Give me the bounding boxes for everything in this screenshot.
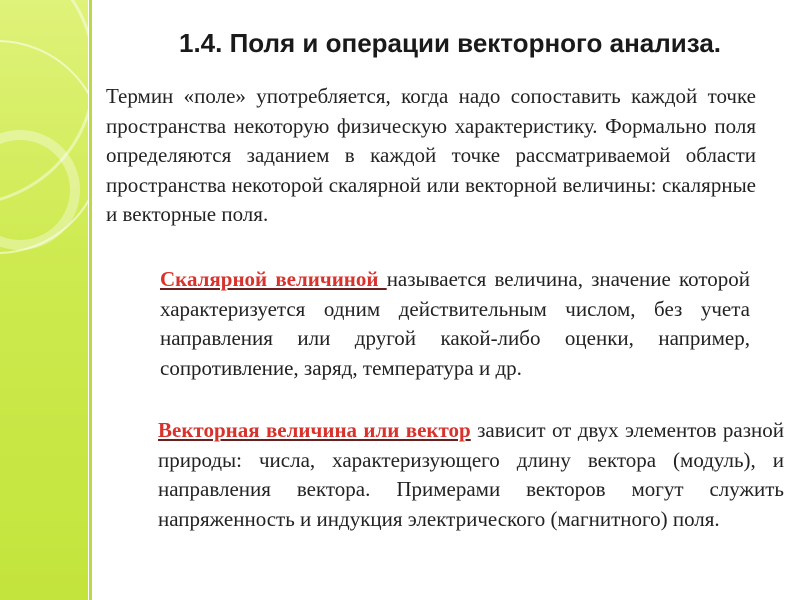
vector-definition-paragraph bbox=[158, 416, 784, 534]
decorative-side-panel bbox=[0, 0, 88, 600]
scalar-definition-text: называется величина, значение которой характеризуется одним действительным числом, без учета направления или другой какой-либо оценки, например, сопротивление, заряд, температура и др. bbox=[160, 267, 750, 380]
scalar-definition-paragraph bbox=[160, 265, 750, 383]
intro-paragraph: Термин «поле» употребляется, когда надо сопоставить каждой точке пространства некоторую физическую характеристику. Формально поля определяются заданием в каждой точке рассматриваемой области пространства некоторой скалярной или векторной величины: скалярные и векторные поля. bbox=[106, 84, 756, 226]
scalar-term: Скалярной величиной bbox=[160, 267, 387, 291]
vector-definition-text: зависит от двух элементов разной природы: числа, характеризующего длину вектора (модуль), и направления вектора. Примерами векторов могут служить напряженность и индукция электрического (магнитного) поля. bbox=[158, 418, 785, 531]
slide-title: 1.4. Поля и операции векторного анализа. bbox=[178, 28, 722, 58]
vector-term: Векторная величина или вектор bbox=[158, 418, 471, 442]
side-divider bbox=[89, 0, 92, 600]
